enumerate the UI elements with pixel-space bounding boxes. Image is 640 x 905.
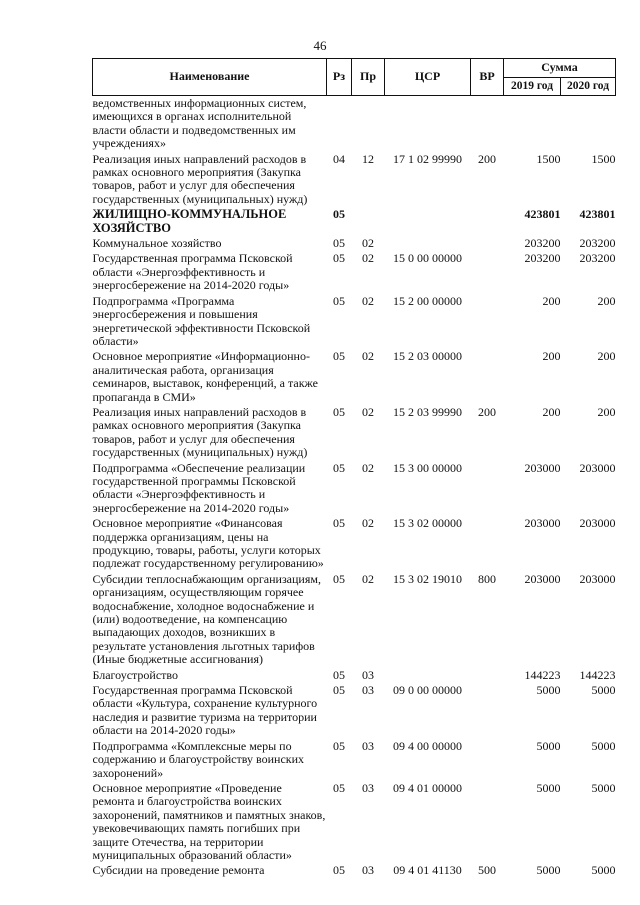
row-sum-2020: 144223 — [579, 667, 616, 682]
header-name: Наименование — [93, 59, 327, 96]
row-vr — [471, 251, 504, 293]
row-rz: 05 — [333, 460, 345, 475]
row-name: Основное мероприятие «Финансовая поддержка организациям, цены на продукцию, товары, работы, услуги которых подлежат государственному регулированию» — [92, 516, 324, 571]
row-csr — [385, 236, 471, 251]
row-csr: 15 0 00 00000 — [393, 251, 462, 266]
row-name: Благоустройство — [92, 667, 179, 682]
row-pr — [352, 96, 385, 152]
row-pr: 03 — [362, 780, 374, 795]
row-rz: 05 — [333, 236, 345, 251]
row-sum-2020: 203200 — [579, 251, 616, 266]
table-row — [93, 863, 616, 878]
row-csr: 15 2 00 00000 — [393, 293, 462, 308]
row-rz: 05 — [333, 349, 345, 364]
row-rz: 05 — [333, 516, 345, 531]
row-vr — [471, 294, 504, 350]
row-csr: 09 4 01 00000 — [393, 780, 462, 795]
row-sum-2020: 5000 — [591, 863, 616, 878]
table-row — [93, 683, 616, 739]
row-rz: 05 — [333, 571, 345, 586]
row-name: Реализация иных направлений расходов в рамках основного мероприятия (Закупка товаров, работ и услуг для обеспечения государственных (муниципальных) нужд) — [92, 404, 308, 460]
table-body — [93, 96, 616, 879]
table-row — [93, 668, 616, 683]
row-pr: 02 — [362, 349, 374, 364]
row-csr — [385, 96, 471, 152]
table-row — [93, 461, 616, 517]
header-csr: ЦСР — [385, 59, 471, 96]
row-csr: 15 2 03 99990 — [393, 404, 462, 419]
table-row — [93, 349, 616, 405]
table-row — [93, 152, 616, 208]
row-sum-2019 — [504, 96, 561, 152]
row-rz: 04 — [333, 151, 345, 166]
row-sum-2019: 5000 — [536, 683, 561, 698]
row-sum-2020: 1500 — [591, 151, 616, 166]
row-csr: 09 4 00 00000 — [393, 738, 462, 753]
row-sum-2020: 203000 — [579, 460, 616, 475]
row-sum-2019: 1500 — [536, 151, 561, 166]
row-name: Основное мероприятие «Проведение ремонта и благоустройства воинских захоронений, памятников и памятных знаков, увековечивающих память погибших при защите Отечества, на территории муниципальных образований области» — [92, 780, 326, 862]
row-vr — [471, 781, 504, 863]
row-rz — [327, 96, 352, 152]
row-vr — [471, 683, 504, 739]
row-name: Подпрограмма «Обеспечение реализации государственной программы Псковской области «Энергоэффективность и энергосбережение на 2014-2020 годы» — [92, 460, 306, 515]
row-vr: 200 — [478, 151, 496, 166]
row-sum-2019: 5000 — [536, 863, 561, 878]
row-csr: 17 1 02 99990 — [393, 151, 462, 166]
table-row — [93, 207, 616, 236]
row-name: Субсидии теплоснабжающим организациям, организациям, осуществляющим горячее водоснабжение, холодное водоснабжение и (или) водоотведение, на компенсацию выпадающих доходов, возникших в результате установления льготных тарифов (Иные бюджетные ассигнования) — [92, 571, 321, 667]
row-rz: 05 — [333, 738, 345, 753]
row-pr: 03 — [362, 738, 374, 753]
row-name: Субсидии на проведение ремонта — [92, 863, 265, 878]
row-pr: 03 — [362, 863, 374, 878]
header-sum: Сумма — [504, 59, 616, 78]
row-sum-2019: 203200 — [524, 251, 561, 266]
row-vr: 200 — [478, 404, 496, 419]
row-csr — [385, 668, 471, 683]
table-row — [93, 781, 616, 863]
row-name: Подпрограмма «Комплексные меры по содержанию и благоустройству воинских захоронений» — [92, 738, 305, 780]
row-rz: 05 — [333, 207, 345, 222]
row-rz: 05 — [333, 863, 345, 878]
table-row — [93, 405, 616, 461]
table-row — [93, 96, 616, 152]
row-sum-2020: 5000 — [591, 738, 616, 753]
row-csr: 09 0 00 00000 — [393, 683, 462, 698]
table-row — [93, 251, 616, 293]
row-pr: 02 — [362, 236, 374, 251]
row-vr: 500 — [478, 863, 496, 878]
row-vr — [471, 739, 504, 781]
row-sum-2020: 203200 — [579, 236, 616, 251]
row-sum-2019: 423801 — [524, 207, 561, 222]
row-pr: 02 — [362, 571, 374, 586]
row-pr: 02 — [362, 516, 374, 531]
row-sum-2019: 144223 — [524, 667, 561, 682]
row-name: ЖИЛИЩНО-КОММУНАЛЬНОЕ ХОЗЯЙСТВО — [92, 207, 287, 235]
budget-table — [92, 58, 616, 879]
row-sum-2019: 5000 — [536, 780, 561, 795]
table-row — [93, 739, 616, 781]
header-year-2020: 2020 год — [561, 78, 616, 96]
row-sum-2019: 5000 — [536, 738, 561, 753]
row-name: Основное мероприятие «Информационно-аналитическая работа, организация семинаров, выставок, конференций, а также пропаганда в СМИ» — [92, 349, 319, 404]
row-sum-2020: 203000 — [579, 516, 616, 531]
header-vr: ВР — [471, 59, 504, 96]
budget-table-container — [92, 58, 615, 879]
row-name: Государственная программа Псковской области «Энергоэффективность и энергосбережение на 2014-2020 годы» — [92, 251, 293, 293]
row-vr — [471, 516, 504, 572]
row-rz: 05 — [333, 251, 345, 266]
row-rz: 05 — [333, 683, 345, 698]
row-rz: 05 — [333, 667, 345, 682]
row-csr: 15 3 02 00000 — [393, 516, 462, 531]
row-rz: 05 — [333, 293, 345, 308]
row-csr: 09 4 01 41130 — [393, 863, 462, 878]
row-pr: 03 — [362, 683, 374, 698]
row-vr: 800 — [478, 571, 496, 586]
row-pr: 02 — [362, 293, 374, 308]
row-rz: 05 — [333, 404, 345, 419]
row-pr: 12 — [362, 151, 374, 166]
row-name: Подпрограмма «Программа энергосбережения и повышения энергетической эффективности Псковской области» — [92, 293, 311, 348]
row-pr: 03 — [362, 667, 374, 682]
row-csr — [385, 207, 471, 236]
row-sum-2019: 203000 — [524, 516, 561, 531]
page-number: 46 — [313, 38, 327, 53]
row-name: Коммунальное хозяйство — [92, 236, 222, 251]
header-pr: Пр — [352, 59, 385, 96]
row-sum-2019: 203200 — [524, 236, 561, 251]
table-row — [93, 236, 616, 251]
row-sum-2020: 5000 — [591, 780, 616, 795]
table-header — [93, 59, 616, 96]
row-name: Государственная программа Псковской области «Культура, сохранение культурного наследия и развитие туризма на территории области на 2014-2020 годы» — [92, 683, 318, 738]
row-name: Реализация иных направлений расходов в рамках основного мероприятия (Закупка товаров, работ и услуг для обеспечения государственных (муниципальных) нужд) — [92, 151, 308, 206]
row-vr — [471, 236, 504, 251]
table-row — [93, 572, 616, 668]
header-rz: Рз — [327, 59, 352, 96]
row-csr: 15 3 00 00000 — [393, 460, 462, 475]
row-vr — [471, 668, 504, 683]
row-pr: 02 — [362, 404, 374, 419]
row-name: ведомственных информационных систем, имеющихся в органах исполнительной власти области и подведомственных им учреждениях» — [92, 96, 307, 151]
row-sum-2020: 200 — [597, 293, 616, 308]
row-csr: 15 3 02 19010 — [393, 571, 462, 586]
row-sum-2020: 5000 — [591, 683, 616, 698]
row-sum-2019: 200 — [542, 293, 561, 308]
row-sum-2020: 200 — [597, 349, 616, 364]
row-sum-2019: 203000 — [524, 571, 561, 586]
row-rz: 05 — [333, 780, 345, 795]
row-sum-2020: 203000 — [579, 571, 616, 586]
row-sum-2020: 423801 — [579, 207, 616, 222]
row-sum-2020 — [561, 96, 616, 152]
row-sum-2020: 200 — [597, 404, 616, 419]
row-vr — [471, 207, 504, 236]
row-vr — [471, 349, 504, 405]
row-sum-2019: 203000 — [524, 460, 561, 475]
row-pr: 02 — [362, 460, 374, 475]
row-csr: 15 2 03 00000 — [393, 349, 462, 364]
table-row — [93, 294, 616, 350]
row-pr — [352, 207, 385, 236]
row-vr — [471, 461, 504, 517]
row-pr: 02 — [362, 251, 374, 266]
header-year-2019: 2019 год — [504, 78, 561, 96]
table-row — [93, 516, 616, 572]
row-sum-2019: 200 — [542, 404, 561, 419]
row-vr — [471, 96, 504, 152]
row-sum-2019: 200 — [542, 349, 561, 364]
